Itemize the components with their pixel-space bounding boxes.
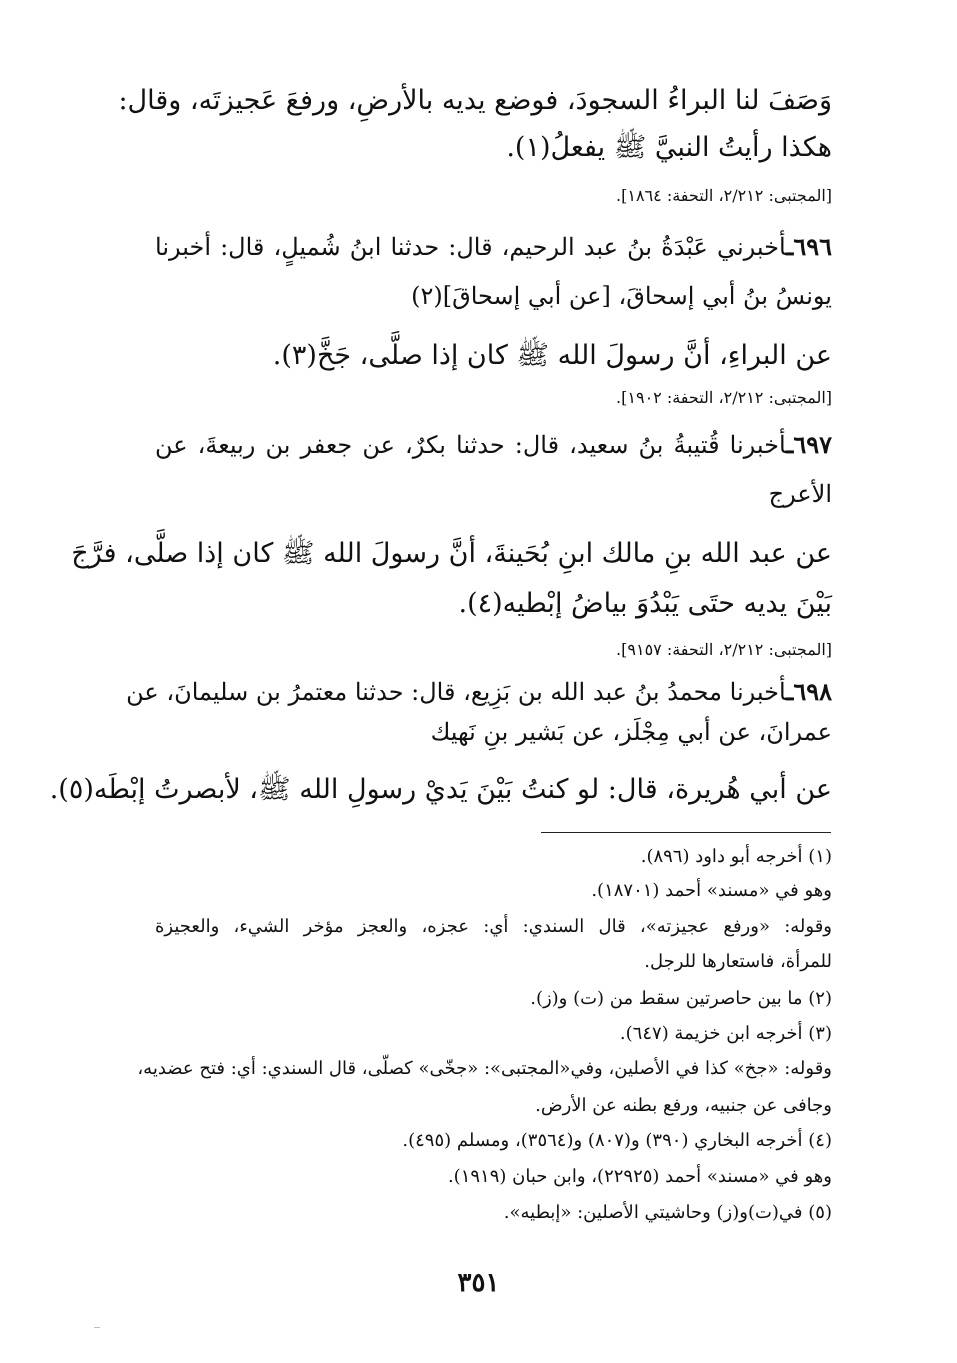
hadith-696-line-2: يونسُ بنُ أبي إسحاقَ، [عن أبي إسحاقَ](٢) — [411, 282, 832, 310]
hadith-696-line-1 — [155, 232, 832, 261]
footnote-3-note: وقوله: «جخ» كذا في الأصلين، وفي«المجتبى»: «جخّى» كصلّى، قال السندي: أي: فتح عضديه، — [137, 1058, 832, 1079]
footnote-3: (٣) أخرجه ابن خزيمة (٦٤٧). — [619, 1023, 832, 1044]
footnote-4-cont: وهو في «مسند» أحمد (٢٢٩٢٥)، وابن حبان (١٩١٩). — [447, 1166, 832, 1187]
hadith-number-697: ٦٩٧ـ — [786, 430, 832, 459]
body-line-1: وَصَفَ لنا البراءُ السجودَ، فوضع يديه بالأرضِ، ورفعَ عَجيزتَه، وقال: — [118, 85, 832, 116]
hadith-697-matn-2: بَيْنَ يديه حتَى يَبْدُوَ بياضُ إبْطيه(٤). — [458, 588, 832, 619]
hadith-number-696: ٦٩٦ـ — [786, 232, 832, 261]
source-ref-3: [المجتبى: ٢/٢١٢، التحفة: ٩١٥٧]. — [616, 640, 832, 659]
hadith-698-text: أخبرنا محمدُ بنُ عبد الله بن بَزِيع، قال: حدثنا معتمرُ بن سليمانَ، عن — [126, 678, 787, 706]
page-number: ٣٥١ — [457, 1268, 500, 1298]
hadith-697-matn-1: عن عبد الله بنِ مالك ابنِ بُحَينةَ، أنَّ رسولَ الله ﷺ كان إذا صلَّى، فرَّجَ — [71, 538, 832, 569]
hadith-698-matn: عن أبي هُريرة، قال: لو كنتُ بَيْنَ يَديْ رسولِ الله ﷺ، لأبصرتُ إبْطَه(٥). — [49, 774, 832, 805]
footnote-3-note-cont: وجافى عن جنبيه، ورفع بطنه عن الأرض. — [535, 1095, 832, 1116]
source-ref-1: [المجتبى: ٢/٢١٢، التحفة: ١٨٦٤]. — [616, 186, 832, 205]
footnote-1-note: وقوله: «ورفع عجيزته»، قال السندي: أي: عجزه، والعجز مؤخر الشيء، والعجيزة — [155, 916, 832, 937]
hadith-698-line-2: عمرانَ، عن أبي مِجْلَز، عن بَشير بنِ نَهيك — [430, 718, 832, 746]
hadith-696-text: أخبرني عَبْدَةُ بنُ عبد الرحيم، قال: حدثنا ابنُ شُميلٍ، قال: أخبرنا — [155, 233, 787, 261]
footnote-separator — [541, 832, 831, 833]
hadith-698-line-1 — [126, 677, 832, 706]
hadith-697-line-2: الأعرج — [768, 480, 832, 508]
body-line-2: هكذا رأيتُ النبيَّ ﷺ يفعلُ(١). — [506, 132, 832, 163]
footnote-4: (٤) أخرجه البخاري (٣٩٠) و(٨٠٧) و(٣٥٦٤)، ومسلم (٤٩٥). — [402, 1130, 832, 1151]
footnote-1-note-cont: للمرأة، فاستعارها للرجل. — [644, 951, 832, 972]
scan-mark — [94, 1327, 100, 1328]
hadith-number-698: ٦٩٨ـ — [786, 677, 832, 706]
source-ref-2: [المجتبى: ٢/٢١٢، التحفة: ١٩٠٢]. — [616, 388, 832, 407]
footnote-1: (١) أخرجه أبو داود (٨٩٦). — [640, 846, 832, 867]
footnote-1-cont: وهو في «مسند» أحمد (١٨٧٠١). — [591, 880, 832, 901]
hadith-697-text: أخبرنا قُتيبةُ بنُ سعيد، قال: حدثنا بكرٌ، عن جعفر بن ربيعةَ، عن — [155, 431, 787, 459]
hadith-697-line-1 — [155, 430, 832, 459]
hadith-696-matn: عن البراءِ، أنَّ رسولَ الله ﷺ كان إذا صلَّى، جَخَّ(٣). — [272, 340, 832, 371]
footnote-2: (٢) ما بين حاصرتين سقط من (ت) و(ز). — [530, 988, 832, 1009]
footnote-5: (٥) في(ت)و(ز) وحاشيتي الأصلين: «إبطيه». — [503, 1202, 832, 1223]
